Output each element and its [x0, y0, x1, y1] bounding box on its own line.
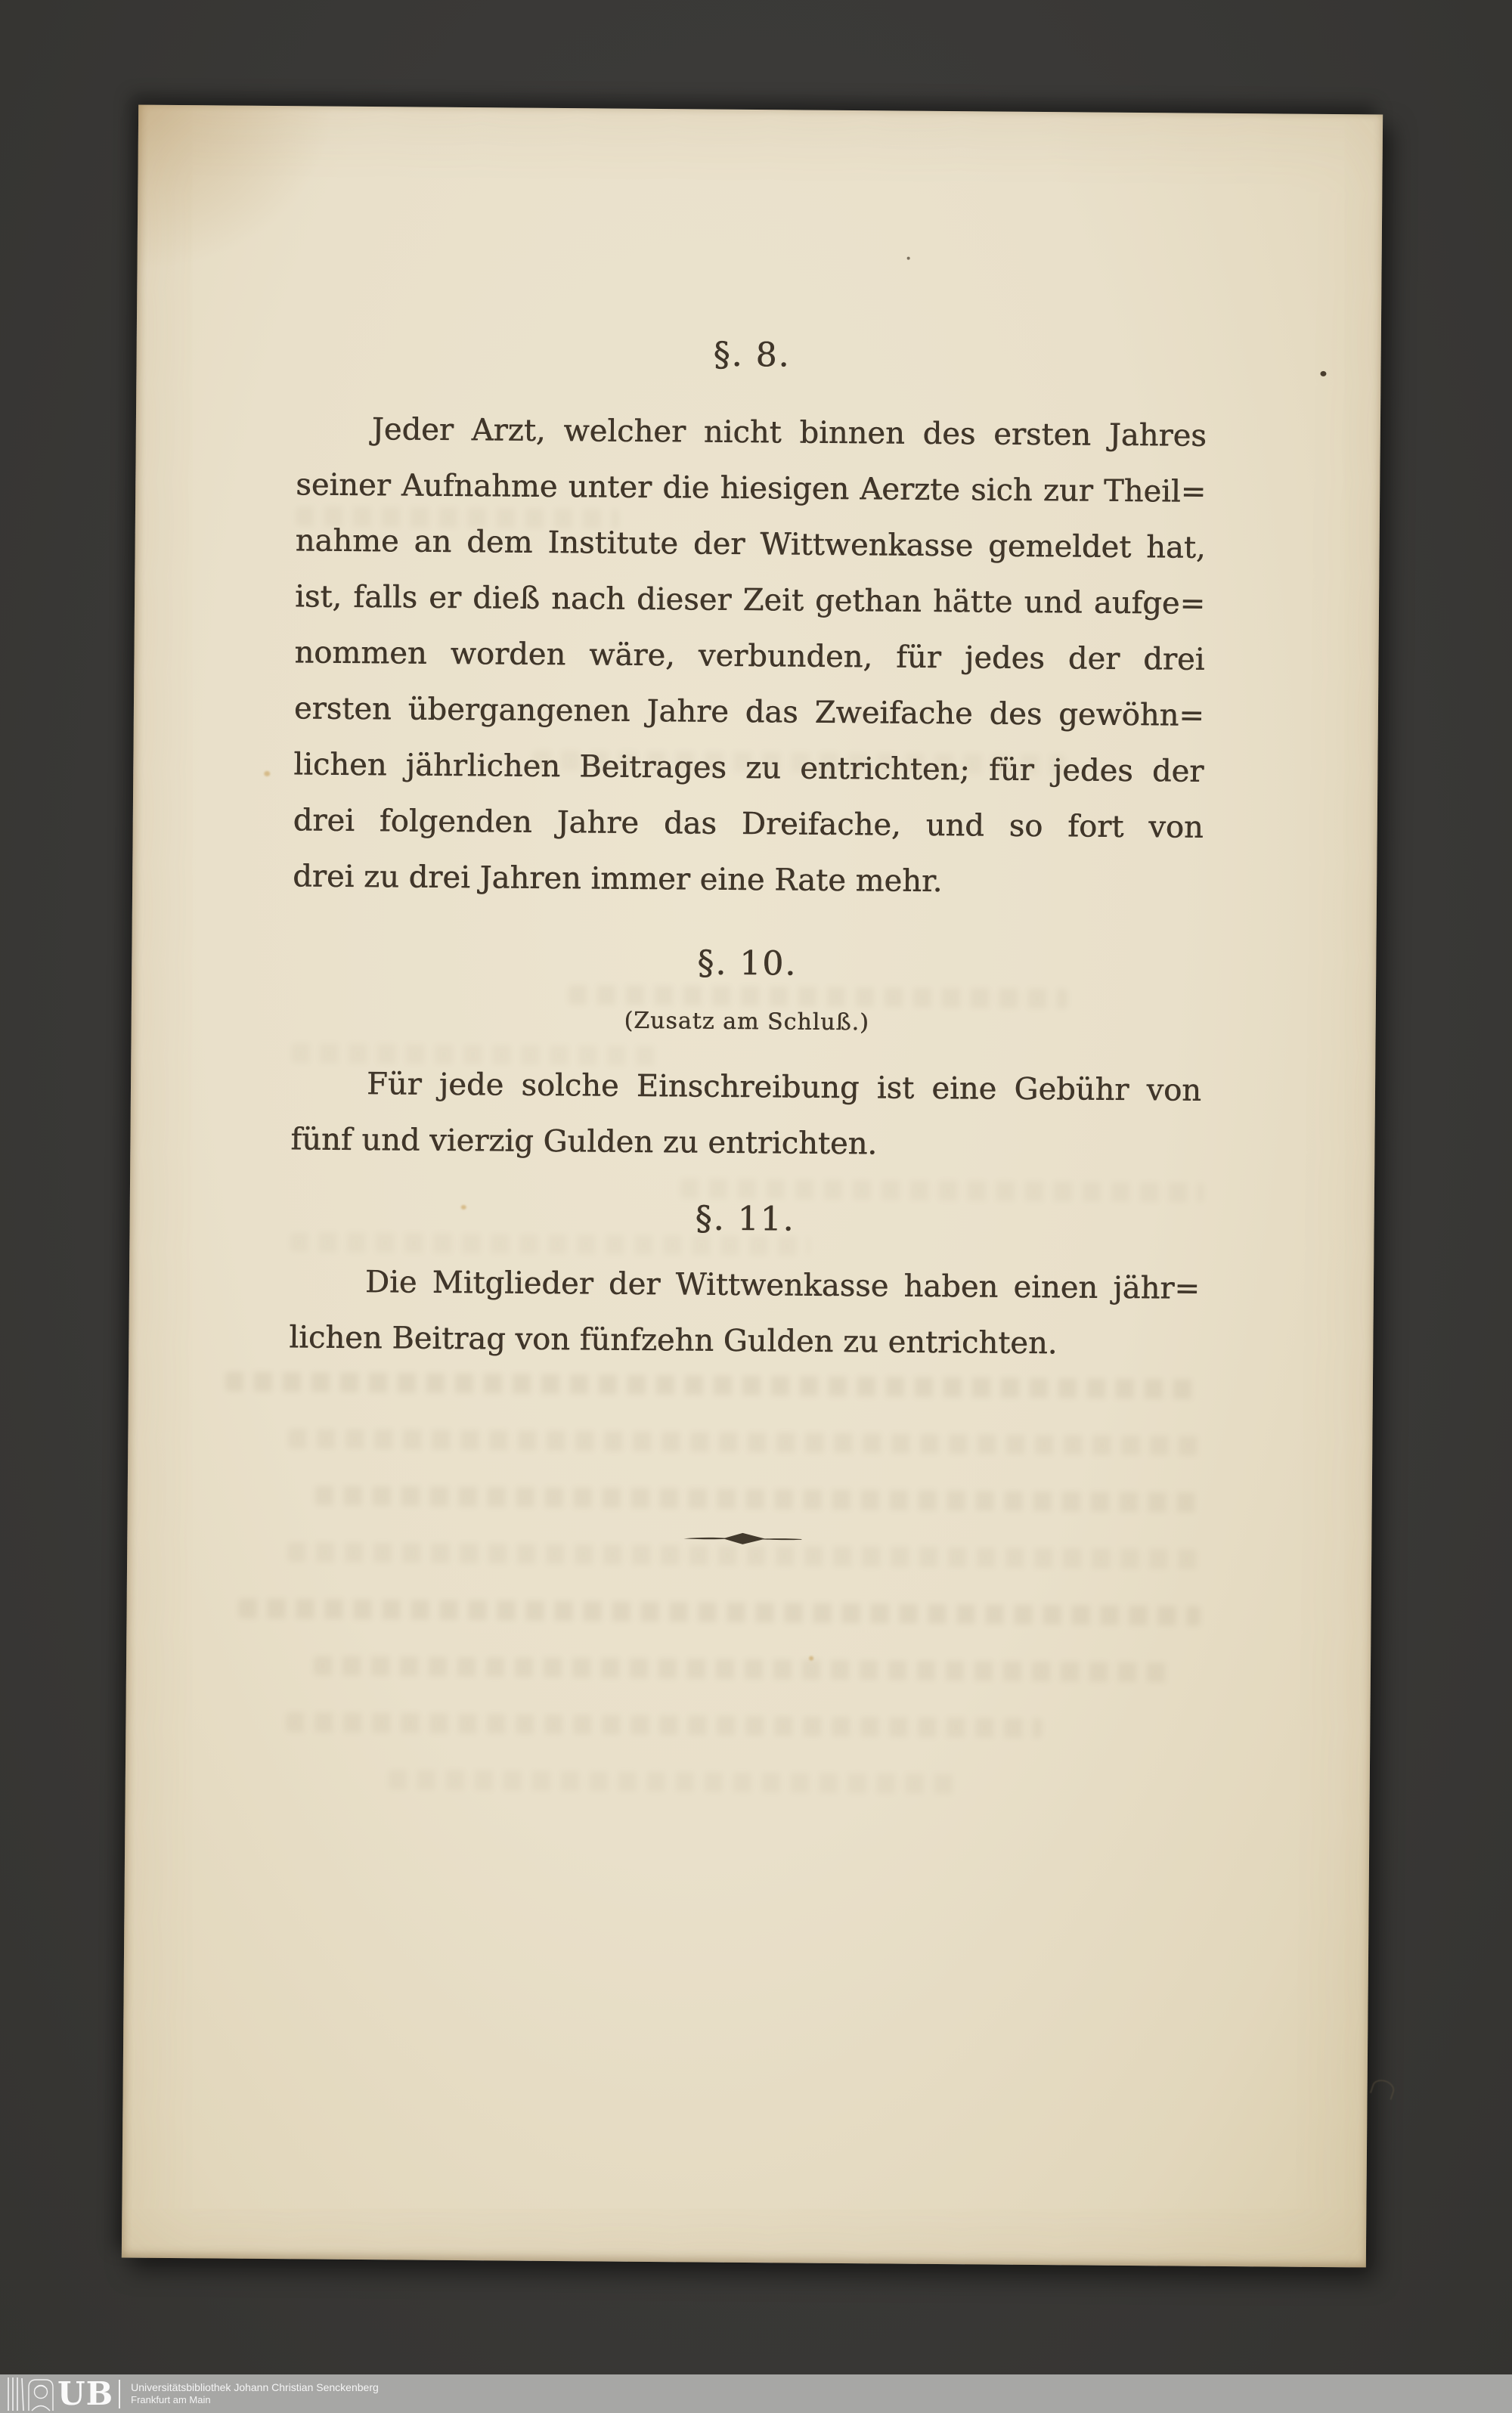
bleedthrough-line: [389, 1770, 963, 1794]
text-line: ersten übergangenen Jahre das Zweifache des gewöhn=: [293, 691, 1205, 733]
ink-speck: [907, 257, 910, 260]
paper-stain: [137, 105, 335, 273]
text-line: fünf und vierzig Gulden zu entrichten.: [290, 1122, 878, 1162]
text-line: lichen Beitrag von fünfzehn Gulden zu entrichten.: [289, 1320, 1058, 1361]
text-line: Für jede solche Einschreibung ist eine Gebühr von: [366, 1066, 1202, 1108]
bleedthrough-line: [315, 1485, 1201, 1512]
book-pages-icon: [6, 2377, 56, 2411]
library-name-block: [131, 2381, 379, 2406]
bleedthrough-line: [286, 1712, 1042, 1738]
bleedthrough-line: [680, 1179, 1204, 1202]
paragraph-section-10: [290, 1055, 1201, 1174]
bleedthrough-line: [287, 1542, 1201, 1569]
text-line: drei zu drei Jahren immer eine Rate mehr.: [293, 859, 943, 899]
section-heading-8: §. 8.: [713, 335, 791, 375]
bleedthrough-line: [532, 751, 1064, 775]
bleedthrough-line: [569, 985, 1067, 1008]
logo-separator: [119, 2380, 120, 2408]
text-line: seiner Aufnahme unter die hiesigen Aerzte sich zur Theil=: [296, 467, 1207, 510]
bleedthrough-line: [314, 1656, 1170, 1682]
ub-logo-text: UB: [57, 2374, 114, 2412]
text-line: drei folgenden Jahre das Dreifache, und so fort von: [293, 803, 1204, 845]
bleedthrough-line: [290, 1232, 810, 1256]
paper-speck: [264, 771, 270, 776]
text-line: Die Mitglieder der Wittwenkasse haben einen jähr=: [364, 1264, 1201, 1306]
senckenberg-portrait-icon: [29, 2380, 53, 2411]
paper-speck: [809, 1656, 813, 1661]
spindle-ornament-divider: [682, 1530, 803, 1546]
paragraph-section-11: [289, 1253, 1200, 1372]
bleedthrough-line: [225, 1372, 1202, 1399]
library-location: Frankfurt am Main: [131, 2394, 211, 2405]
section-heading-10: §. 10.: [697, 943, 798, 983]
library-watermark-bar: [0, 2374, 1512, 2413]
section-note: (Zusatz am Schluß.): [624, 1007, 869, 1036]
bleedthrough-line: [238, 1599, 1200, 1626]
bleedthrough-line: [288, 1429, 1201, 1455]
bleedthrough-line: [291, 1043, 660, 1066]
text-line: nahme an dem Institute der Wittwenkasse gemeldet hat,: [295, 523, 1206, 565]
paper-speck: [461, 1205, 466, 1210]
document-page: [122, 105, 1383, 2268]
section-heading-11: §. 11.: [695, 1199, 795, 1239]
text-line: Jeder Arzt, welcher nicht binnen des ersten Jahres: [371, 412, 1207, 454]
text-line: nommen worden wäre, verbunden, für jedes der drei: [294, 635, 1205, 677]
text-line: lichen jährlichen Beitrages zu entrichten; für jedes der: [293, 747, 1204, 789]
ub-logo: [6, 2374, 120, 2412]
library-name: Universitätsbibliothek Johann Christian Senckenberg: [131, 2381, 379, 2393]
ink-speck: [1320, 371, 1326, 376]
bleedthrough-line: [296, 506, 619, 528]
text-line: ist, falls er dieß nach dieser Zeit gethan hätte und aufge=: [294, 579, 1206, 621]
paragraph-section-8: [293, 401, 1207, 911]
pencil-mark: [1370, 2077, 1396, 2099]
